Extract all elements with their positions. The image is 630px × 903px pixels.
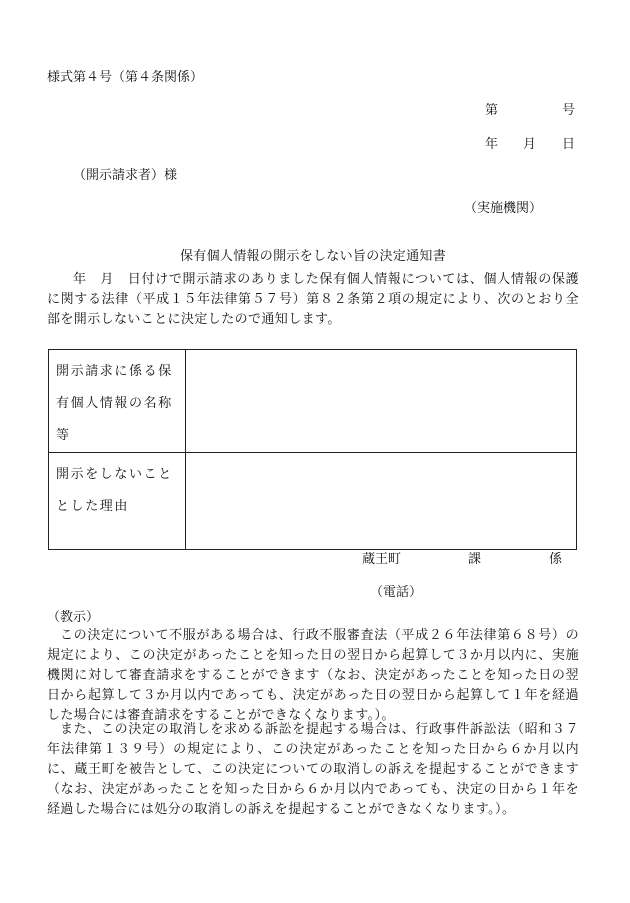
instruction-heading: （教示）	[47, 610, 100, 625]
document-title: 保有個人情報の開示をしない旨の決定通知書	[180, 249, 447, 264]
date-year: 年	[485, 137, 499, 152]
doc-number-suffix: 号	[562, 103, 576, 118]
disclosure-table	[48, 349, 577, 550]
instruction-paragraph-2: また、この決定の取消しを求める訴訟を提起する場合は、行政事件訴訟法（昭和３７年法律第１３９号）の規定により、この決定があったことを知った日から６か月以内に、蔵王町を被告として、この決定についての取消しの訴えを提起することができます（なお、決定があったことを知った日から６か月以内であっても、決定の日から１年を経過した場合には処分の取消しの訴えを提起することができなくなります。）。	[47, 722, 579, 817]
doc-number-prefix: 第	[485, 103, 499, 118]
label-reason: 開示をしないこととした理由	[49, 453, 186, 550]
instruction-paragraph-1: この決定について不服がある場合は、行政不服審査法（平成２６年法律第６８号）の規定により、この決定があったことを知った日の翌日から起算して３か月以内に、実施機関に対して審査請求をすることができます（なお、決定があったことを知った日の翌日から起算して３か月以内であっても、決定があった日の翌日から起算して１年を経過した場合には審査請求をすることができなくなります。）。	[47, 628, 579, 723]
contact-phone: （電話）	[370, 585, 423, 600]
label-info-name: 開示請求に係る保有個人情報の名称等	[49, 350, 186, 453]
contact-staff: 係	[549, 552, 563, 567]
recipient: （開示請求者）様	[73, 168, 178, 183]
form-number: 様式第４号（第４条関係）	[47, 70, 204, 85]
intro-paragraph: 年 月 日付けで開示請求のありました保有個人情報については、個人情報の保護に関する法律（平成１５年法律第５７号）第８２条第２項の規定により、次のとおり全部を開示しないことに決定したので通知します。	[47, 272, 579, 327]
issuer: （実施機関）	[464, 201, 543, 216]
contact-section: 課	[468, 552, 482, 567]
value-reason[interactable]	[186, 453, 577, 550]
date-day: 日	[562, 137, 576, 152]
date-month: 月	[523, 137, 537, 152]
value-info-name[interactable]	[186, 350, 577, 453]
contact-town: 蔵王町	[362, 552, 402, 567]
table-row	[49, 453, 577, 550]
table-row	[49, 350, 577, 453]
